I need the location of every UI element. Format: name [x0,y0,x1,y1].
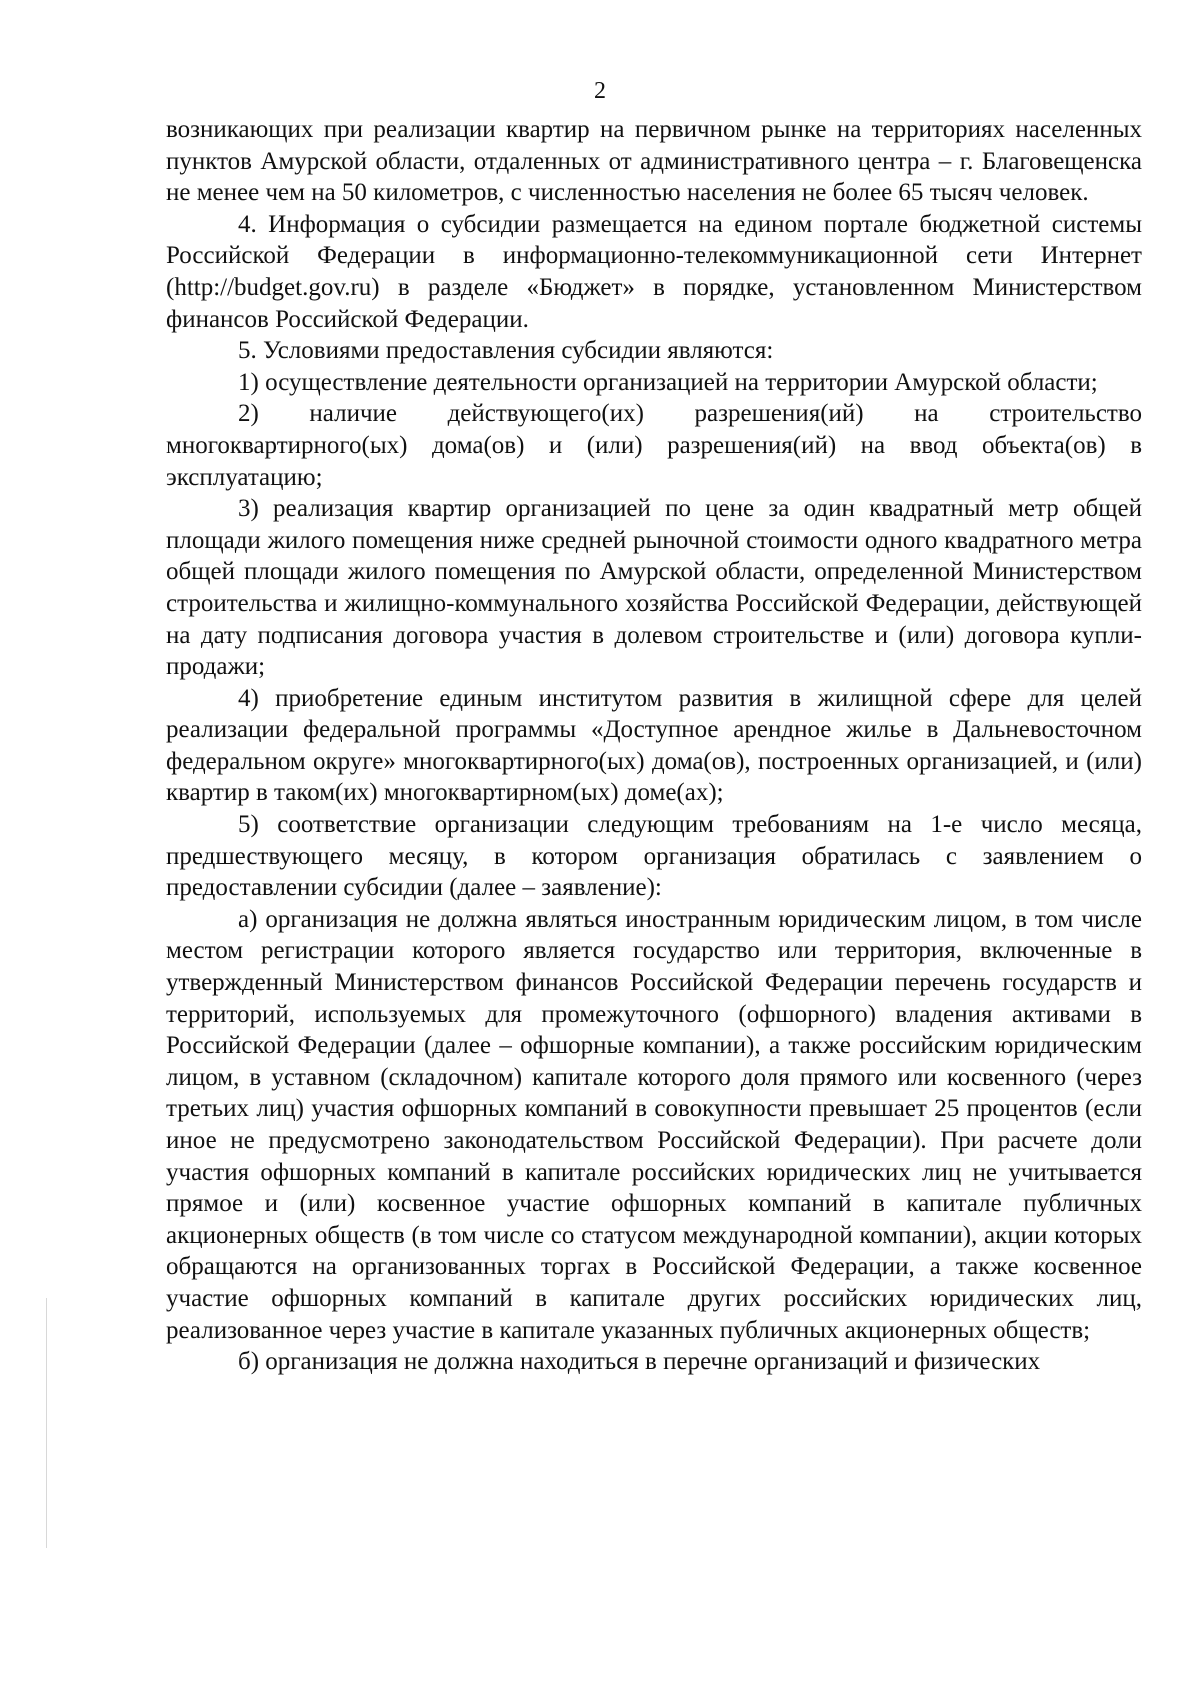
requirement-a: а) организация не должна являться иностранным юридическим лицом, в том числе местом регистрации которого является государство или территория, включенные в утвержденный Министерством финансов Российской Федерации перечень государств и территорий, используемых для промежуточного (офшорного) владения активами в Российской Федерации (далее – офшорные компании), а также российским юридическим лицом, в уставном (складочном) капитале которого доля прямого или косвенного (через третьих лиц) участия офшорных компаний в совокупности превышает 25 процентов (если иное не предусмотрено законодательством Российской Федерации). При расчете доли участия офшорных компаний в капитале российских юридических лиц не учитывается прямое и (или) косвенное участие офшорных компаний в капитале публичных акционерных обществ (в том числе со статусом международной компании), акции которых обращаются на организованных торгах в Российской Федерации, а также косвенное участие офшорных компаний в капитале других российских юридических лиц, реализованное через участие в капитале указанных публичных акционерных обществ; [166,905,1142,1344]
page-number: 2 [594,78,606,104]
paragraph-item-5: 5. Условиями предоставления субсидии являются: [238,337,774,365]
requirement-b: б) организация не должна находиться в перечне организаций и физических [238,1348,1041,1376]
paragraph-item-4: 4. Информация о субсидии размещается на едином портале бюджетной системы Российской Федерации в информационно-телекоммуникационной сети Интернет (http://budget.gov.ru) в разделе «Бюджет» в порядке, установленном Министерством финансов Российской Федерации. [166,210,1142,333]
condition-4: 4) приобретение единым институтом развития в жилищной сфере для целей реализации федеральной программы «Доступное арендное жилье в Дальневосточном федеральном округе» многоквартирного(ых) дома(ов), построенных организацией, и (или) квартир в таком(их) многоквартирном(ых) доме(ах); [166,684,1142,807]
paragraph-continuation: возникающих при реализации квартир на первичном рынке на территориях населенных пунктов Амурской области, отдаленных от административного центра – г. Благовещенска не менее чем на 50 километров, с численностью населения не более 65 тысяч человек. [166,116,1142,207]
condition-1: 1) осуществление деятельности организацией на территории Амурской области; [238,368,1098,396]
scan-margin-line [46,1298,47,1548]
condition-5: 5) соответствие организации следующим требованиям на 1-е число месяца, предшествующего месяцу, в котором организация обратилась с заявлением о предоставлении субсидии (далее – заявление): [166,811,1142,902]
condition-3: 3) реализация квартир организацией по цене за один квадратный метр общей площади жилого помещения ниже средней рыночной стоимости одного квадратного метра общей площади жилого помещения по Амурской области, определенной Министерством строительства и жилищно-коммунального хозяйства Российской Федерации, действующей на дату подписания договора участия в долевом строительстве и (или) договора купли-продажи; [166,495,1142,681]
document-body [166,114,1142,1378]
condition-2: 2) наличие действующего(их) разрешения(ий) на строительство многоквартирного(ых) дома(ов) и (или) разрешения(ий) на ввод объекта(ов) в эксплуатацию; [166,400,1142,491]
